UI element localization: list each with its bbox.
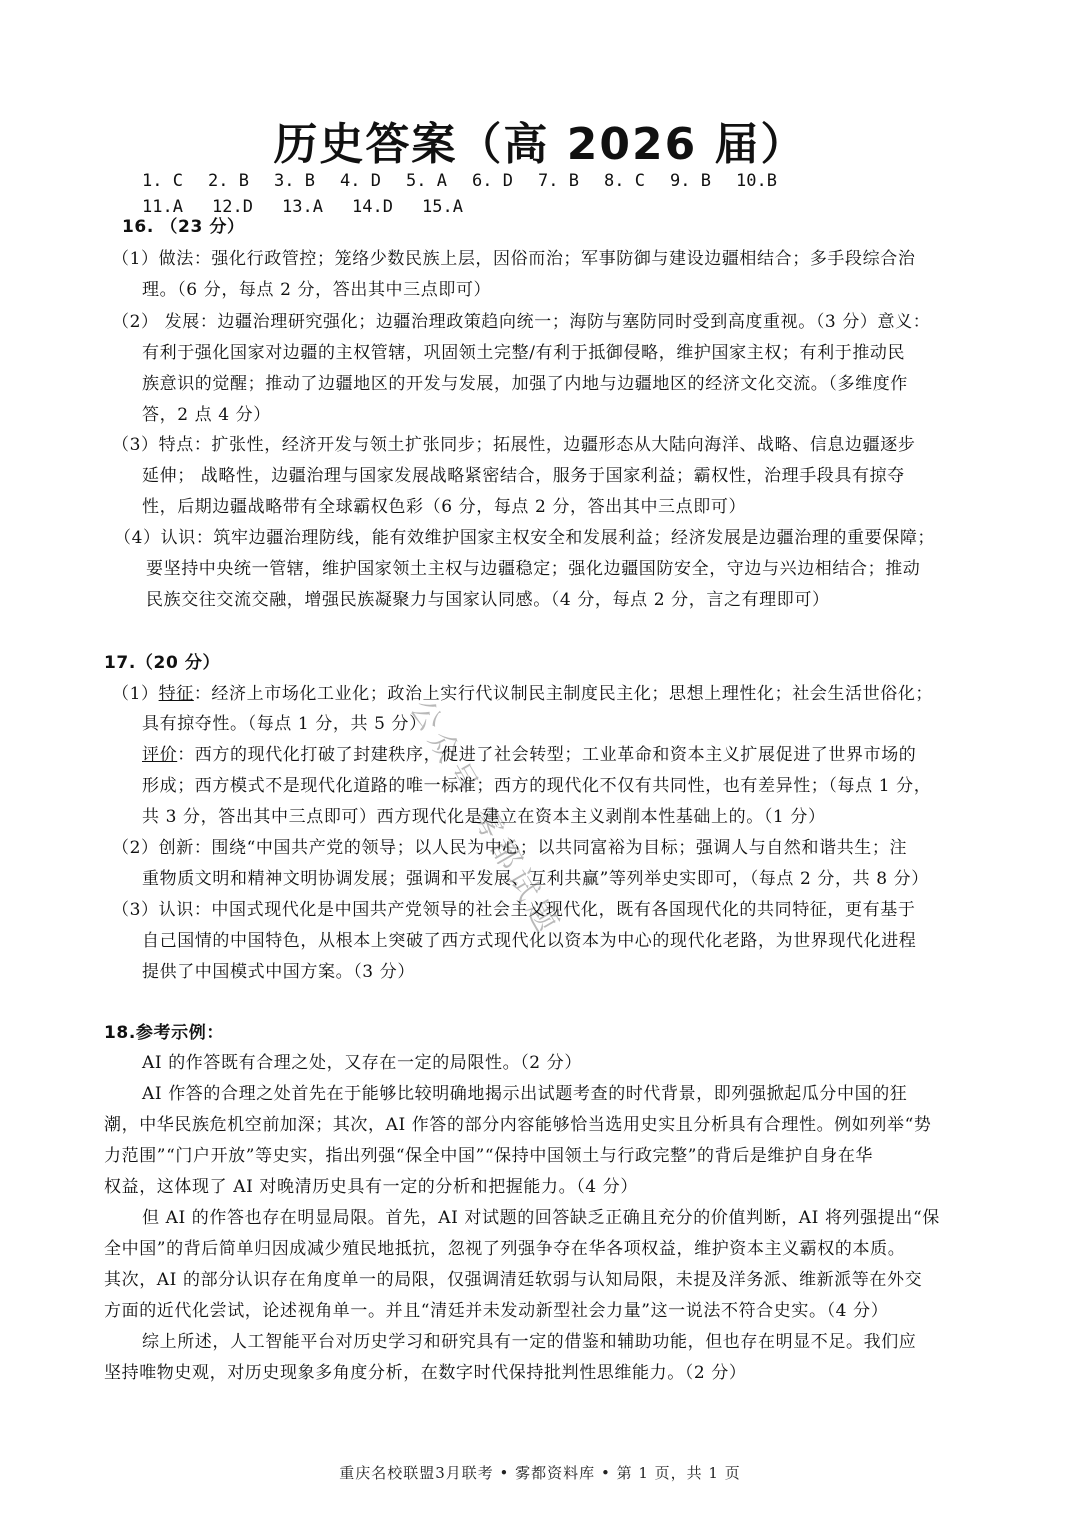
q16-line: 延伸； 战略性，边疆治理与国家发展战略紧密结合，服务于国家利益；霸权性，治理手段具有掠夺 [142,466,905,486]
q17-line: 具有掠夺性。（每点 1 分，共 5 分） [142,714,427,734]
q16-line: （4）认识：筑牢边疆治理防线，能有效维护国家主权安全和发展利益；经济发展是边疆治理的重要保障； [114,528,936,548]
page-footer: 重庆名校联盟3月联考 • 雾都资料库 • 第 1 页，共 1 页 [339,1464,741,1482]
answer-item: 14.D [352,197,393,217]
q18-line: 方面的近代化尝试，论述视角单一。并且“清廷并未发动新型社会力量”这一说法不符合史实。（4 分） [104,1301,889,1321]
q18-line: 坚持唯物史观，对历史现象多角度分析，在数字时代保持批判性思维能力。（2 分） [104,1363,747,1383]
answer-item: 3. B [274,171,315,191]
q16-line: 理。（6 分，每点 2 分，答出其中三点即可） [142,280,492,300]
answer-item: 11.A [142,197,183,217]
q17-line: 重物质文明和精神文明协调发展；强调和平发展、互利共赢”等列举史实即可，（每点 2 分，共 8 分） [142,869,929,889]
q17-line: 形成；西方模式不是现代化道路的唯一标准；西方的现代化不仅有共同性，也有差异性；（每点 1 分， [142,776,932,796]
page-title: 历史答案（高 2026 届） [273,119,807,170]
q16-heading: 16. （23 分） [122,217,245,237]
q18-heading: 18.参考示例： [104,1023,224,1043]
q16-line: 民族交往交流交融，增强民族凝聚力与国家认同感。（4 分，每点 2 分，言之有理即可） [146,590,830,610]
q17-line: （3）认识：中国式现代化是中国共产党领导的社会主义现代化，既有各国现代化的共同特征，更有基于 [112,900,916,920]
q16-line: （2） 发展：边疆治理研究强化；边疆治理政策趋向统一；海防与塞防同时受到高度重视。（3 分）意义： [112,312,931,332]
q18-line: 其次，AI 的部分认识存在角度单一的局限，仅强调清廷软弱与认知局限，未提及洋务派、维新派等在外交 [104,1270,923,1290]
q17-evaluation-line [142,744,916,766]
q17-line: （2）创新：围绕“中国共产党的领导；以人民为中心；以共同富裕为目标；强调人与自然和谐共生；注 [112,838,908,858]
answer-item: 1. C [142,171,183,191]
answer-item: 4. D [340,171,381,191]
q16-line: （1）做法：强化行政管控；笼络少数民族上层，因俗而治；军事防御与建设边疆相结合；多手段综合治 [112,249,916,269]
q18-line: 力范围”“门户开放”等史实，指出列强“保全中国”“保持中国领土与行政完整”的背后是维护自身在华 [104,1146,874,1166]
q17-evaluation-text: ：西方的现代化打破了封建秩序，促进了社会转型；工业革命和资本主义扩展促进了世界市场的 [177,745,917,765]
q17-feature-text: ：经济上市场化工业化；政治上实行代议制民主制度民主化；思想上理性化；社会生活世俗化； [193,684,934,704]
answer-item: 12.D [212,197,253,217]
q16-line: 要坚持中央统一管辖，维护国家领土主权与边疆稳定；强化边疆国防安全，守边与兴边相结合；推动 [146,559,921,579]
q18-line: 权益，这体现了 AI 对晚清历史具有一定的分析和把握能力。（4 分） [104,1177,638,1197]
q18-line: 潮，中华民族危机空前加深；其次，AI 作答的部分内容能够恰当选用史实且分析具有合理性。例如列举“势 [104,1115,932,1135]
answer-item: 8. C [604,171,645,191]
q17-line: 自己国情的中国特色，从根本上突破了西方式现代化以资本为中心的现代化老路，为世界现代化进程 [142,931,917,951]
q16-line: 族意识的觉醒；推动了边疆地区的开发与发展，加强了内地与边疆地区的经济文化交流。（多维度作 [142,374,908,394]
q18-line: AI 作答的合理之处首先在于能够比较明确地揭示出试题考查的时代背景，即列强掀起瓜分中国的狂 [142,1084,908,1104]
answer-item: 6. D [472,171,513,191]
answer-item: 15.A [422,197,463,217]
multiple-choice-answers [142,168,802,220]
q16-line: 答，2 点 4 分） [142,405,271,425]
q18-line: AI 的作答既有合理之处，又存在一定的局限性。（2 分） [142,1053,582,1073]
q17-part1-prefix: （1） [112,684,159,704]
q17-feature-label: 特征 [158,684,194,704]
answer-item: 9. B [670,171,711,191]
q18-line: 全中国”的背后简单归因成减少殖民地抵抗，忽视了列强争夺在华各项权益，维护资本主义霸权的本质。 [104,1239,906,1259]
q17-evaluation-label: 评价 [142,745,178,765]
q18-line: 但 AI 的作答也存在明显局限。首先，AI 对试题的回答缺乏正确且充分的价值判断，AI 将列强提出“保 [142,1208,940,1228]
q16-line: （3）特点：扩张性，经济开发与领土扩张同步；拓展性，边疆形态从大陆向海洋、战略、信息边疆逐步 [112,435,916,455]
answers-row-1 [142,168,802,194]
q18-line: 综上所述，人工智能平台对历史学习和研究具有一定的借鉴和辅助功能，但也存在明显不足。我们应 [142,1332,917,1352]
answer-item: 5. A [406,171,447,191]
q16-line: 有利于强化国家对边疆的主权管辖，巩固领土完整/有利于抵御侵略，维护国家主权；有利于推动民 [142,343,906,363]
q17-line: 共 3 分，答出其中三点即可）西方现代化是建立在资本主义剥削本性基础上的。（1 分） [142,807,826,827]
answer-item: 2. B [208,171,249,191]
q16-line: 性，后期边疆战略带有全球霸权色彩（6 分，每点 2 分，答出其中三点即可） [142,497,747,517]
q17-line: 提供了中国模式中国方案。（3 分） [142,962,415,982]
q17-heading: 17.（20 分） [104,653,221,673]
answer-item: 10.B [736,171,777,191]
q17-part1-line [112,683,933,705]
answer-item: 7. B [538,171,579,191]
watermark: 公众号 雾都试题 [402,694,567,944]
answer-item: 13.A [282,197,323,217]
